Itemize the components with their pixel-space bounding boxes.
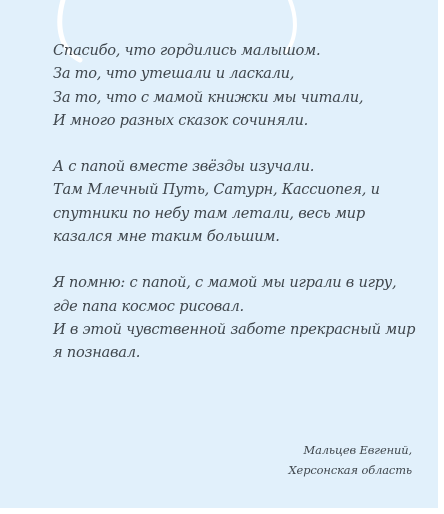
poem-line: За то, что с мамой книжки мы читали, (53, 88, 364, 106)
poem-stanza-3 (53, 271, 423, 364)
poem-line: За то, что утешали и ласкали, (53, 65, 295, 83)
poem-line: И в этой чувственной заботе прекрасный мир (53, 320, 416, 338)
poem-line: где папа космос рисовал. (53, 297, 244, 315)
author-signature (289, 440, 412, 480)
poem-line: Я помню: с папой, с мамой мы играли в игру, (53, 274, 397, 292)
poem-line: я познавал. (53, 344, 141, 362)
poem-line: Там Млечный Путь, Сатурн, Кассиопея, и (53, 181, 380, 199)
poem-line: И много разных сказок сочиняли. (53, 111, 309, 129)
poem-line: Спасибо, что гордились малышом. (53, 42, 321, 59)
poem-line: казался мне таким большим. (53, 228, 280, 246)
poem-text (53, 39, 423, 388)
poem-line: спутники по небу там летали, весь мир (53, 204, 365, 222)
author-name: Мальцев Евгений, (303, 443, 412, 457)
poem-stanza-1 (53, 39, 423, 132)
author-region: Херсонская область (288, 463, 412, 477)
poem-stanza-2 (53, 155, 423, 248)
poem-line: А с папой вместе звёзды изучали. (53, 158, 315, 176)
